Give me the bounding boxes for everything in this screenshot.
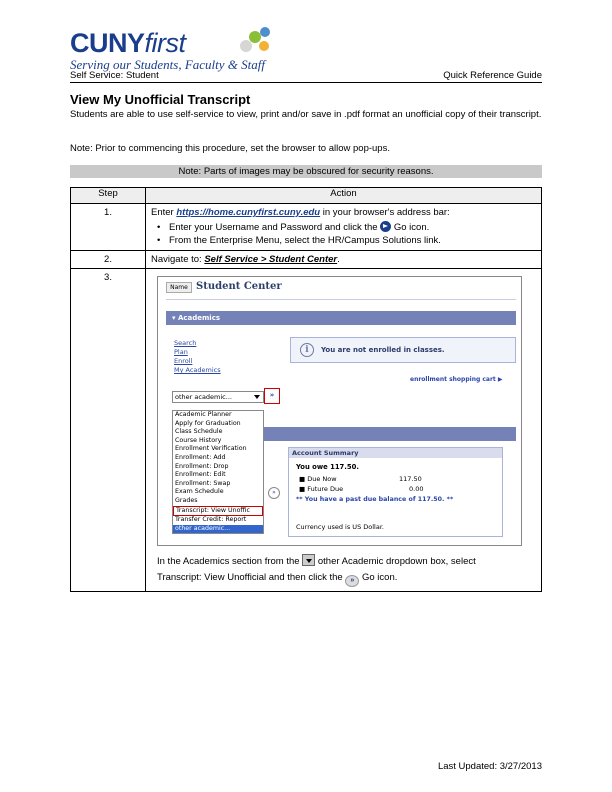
title-divider bbox=[166, 299, 516, 300]
account-summary-header: Account Summary bbox=[289, 448, 502, 458]
academic-options-list bbox=[172, 410, 264, 534]
step-number: 2. bbox=[71, 251, 146, 269]
list-item[interactable]: Class Schedule bbox=[175, 428, 223, 436]
step3-caption: In the Academics section from the other Academic dropdown box, select Transcript: View Unofficial and then click the » Go icon. bbox=[157, 554, 536, 587]
table-row bbox=[71, 251, 542, 269]
logo-tagline: Serving our Students, Faculty & Staff bbox=[70, 57, 265, 72]
document-header bbox=[70, 70, 542, 83]
future-due-value: 0.00 bbox=[409, 485, 424, 493]
list-item[interactable]: Enrollment: Add bbox=[175, 453, 226, 461]
due-now-label: ■ Due Now bbox=[299, 475, 337, 483]
go-button[interactable]: » bbox=[264, 388, 280, 404]
list-item[interactable]: Enrollment: Swap bbox=[175, 479, 231, 487]
cunyfirst-logo bbox=[70, 24, 270, 72]
step-action: Navigate to: Self Service > Student Center. bbox=[146, 251, 542, 269]
list-item[interactable]: Academic Planner bbox=[175, 411, 232, 418]
student-center-screenshot bbox=[157, 276, 522, 546]
due-now-value: 117.50 bbox=[399, 475, 422, 483]
header-section: Self Service: Student bbox=[70, 70, 159, 81]
currency-note: Currency used is US Dollar. bbox=[296, 523, 384, 531]
intro-text: Students are able to use self-service to view, print and/or save in .pdf format an unofficial copy of their transcript. bbox=[70, 109, 542, 120]
table-row bbox=[71, 269, 542, 592]
cunyfirst-url-link[interactable]: https://home.cunyfirst.cuny.edu bbox=[176, 207, 321, 218]
list-item[interactable]: Enrollment Verification bbox=[175, 445, 247, 453]
action-column-header: Action bbox=[146, 188, 542, 204]
chevron-down-icon bbox=[254, 395, 260, 399]
list-item[interactable]: Transfer Credit: Report bbox=[175, 516, 247, 524]
step-number: 3. bbox=[71, 269, 146, 592]
finances-go-icon[interactable]: » bbox=[268, 487, 280, 499]
name-badge: Name bbox=[166, 282, 192, 293]
step-action: Enter https://home.cunyfirst.cuny.edu in your browser's address bar: • Enter your Username and Password and click the Go icon. • From the Enterprise Menu, select the HR/Campus Solutions link. bbox=[146, 204, 542, 251]
search-link[interactable]: Search bbox=[174, 339, 197, 347]
step-column-header: Step bbox=[71, 188, 146, 204]
account-summary-box bbox=[288, 447, 503, 537]
list-item: • From the Enterprise Menu, select the HR/Campus Solutions link. bbox=[151, 234, 536, 247]
dropdown-icon bbox=[302, 554, 315, 566]
step-number: 1. bbox=[71, 204, 146, 251]
past-due-warning: ** You have a past due balance of 117.50. ** bbox=[296, 496, 454, 503]
list-item[interactable]: Apply for Graduation bbox=[175, 419, 241, 427]
list-item: • Enter your Username and Password and click the Go icon. bbox=[151, 221, 536, 234]
list-item[interactable]: Enrollment: Edit bbox=[175, 471, 226, 479]
table-row bbox=[71, 204, 542, 251]
logo-wordmark: CUNYfirst bbox=[70, 28, 186, 58]
academics-section-bar: ▾ Academics bbox=[166, 311, 516, 325]
go-icon: » bbox=[345, 575, 359, 587]
amount-owed: You owe 117.50. bbox=[296, 463, 359, 471]
plan-link[interactable]: Plan bbox=[174, 348, 188, 356]
go-icon bbox=[380, 221, 391, 232]
student-center-title: Student Center bbox=[196, 281, 282, 292]
enrollment-cart-link[interactable]: enrollment shopping cart ▶ bbox=[410, 376, 503, 383]
step-action bbox=[146, 269, 542, 592]
last-updated: Last Updated: 3/27/2013 bbox=[437, 761, 542, 772]
list-item-selected[interactable]: other academic... bbox=[173, 525, 263, 534]
future-due-label: ■ Future Due bbox=[299, 485, 344, 493]
list-item[interactable]: Course History bbox=[175, 436, 222, 444]
enroll-link[interactable]: Enroll bbox=[174, 357, 193, 365]
list-item[interactable]: Enrollment: Drop bbox=[175, 462, 229, 470]
steps-table bbox=[70, 187, 542, 592]
other-academic-select[interactable]: other academic... bbox=[172, 391, 264, 403]
list-item[interactable]: Exam Schedule bbox=[175, 488, 224, 496]
transcript-option-highlighted[interactable]: Transcript: View Unoffic bbox=[173, 506, 263, 517]
my-academics-link[interactable]: My Academics bbox=[174, 366, 221, 374]
academics-links bbox=[174, 339, 221, 375]
navigation-path: Self Service > Student Center bbox=[204, 254, 338, 265]
page-title: View My Unofficial Transcript bbox=[70, 92, 251, 107]
not-enrolled-notice: i You are not enrolled in classes. bbox=[290, 337, 516, 363]
finances-section-bar bbox=[264, 427, 516, 441]
header-guide-type: Quick Reference Guide bbox=[443, 70, 542, 81]
logo-figures-icon bbox=[238, 26, 272, 56]
info-icon: i bbox=[300, 343, 314, 357]
list-item[interactable]: Grades bbox=[175, 496, 198, 504]
security-banner: Note: Parts of images may be obscured for security reasons. bbox=[70, 165, 542, 178]
popup-note: Note: Prior to commencing this procedure, set the browser to allow pop-ups. bbox=[70, 143, 390, 154]
